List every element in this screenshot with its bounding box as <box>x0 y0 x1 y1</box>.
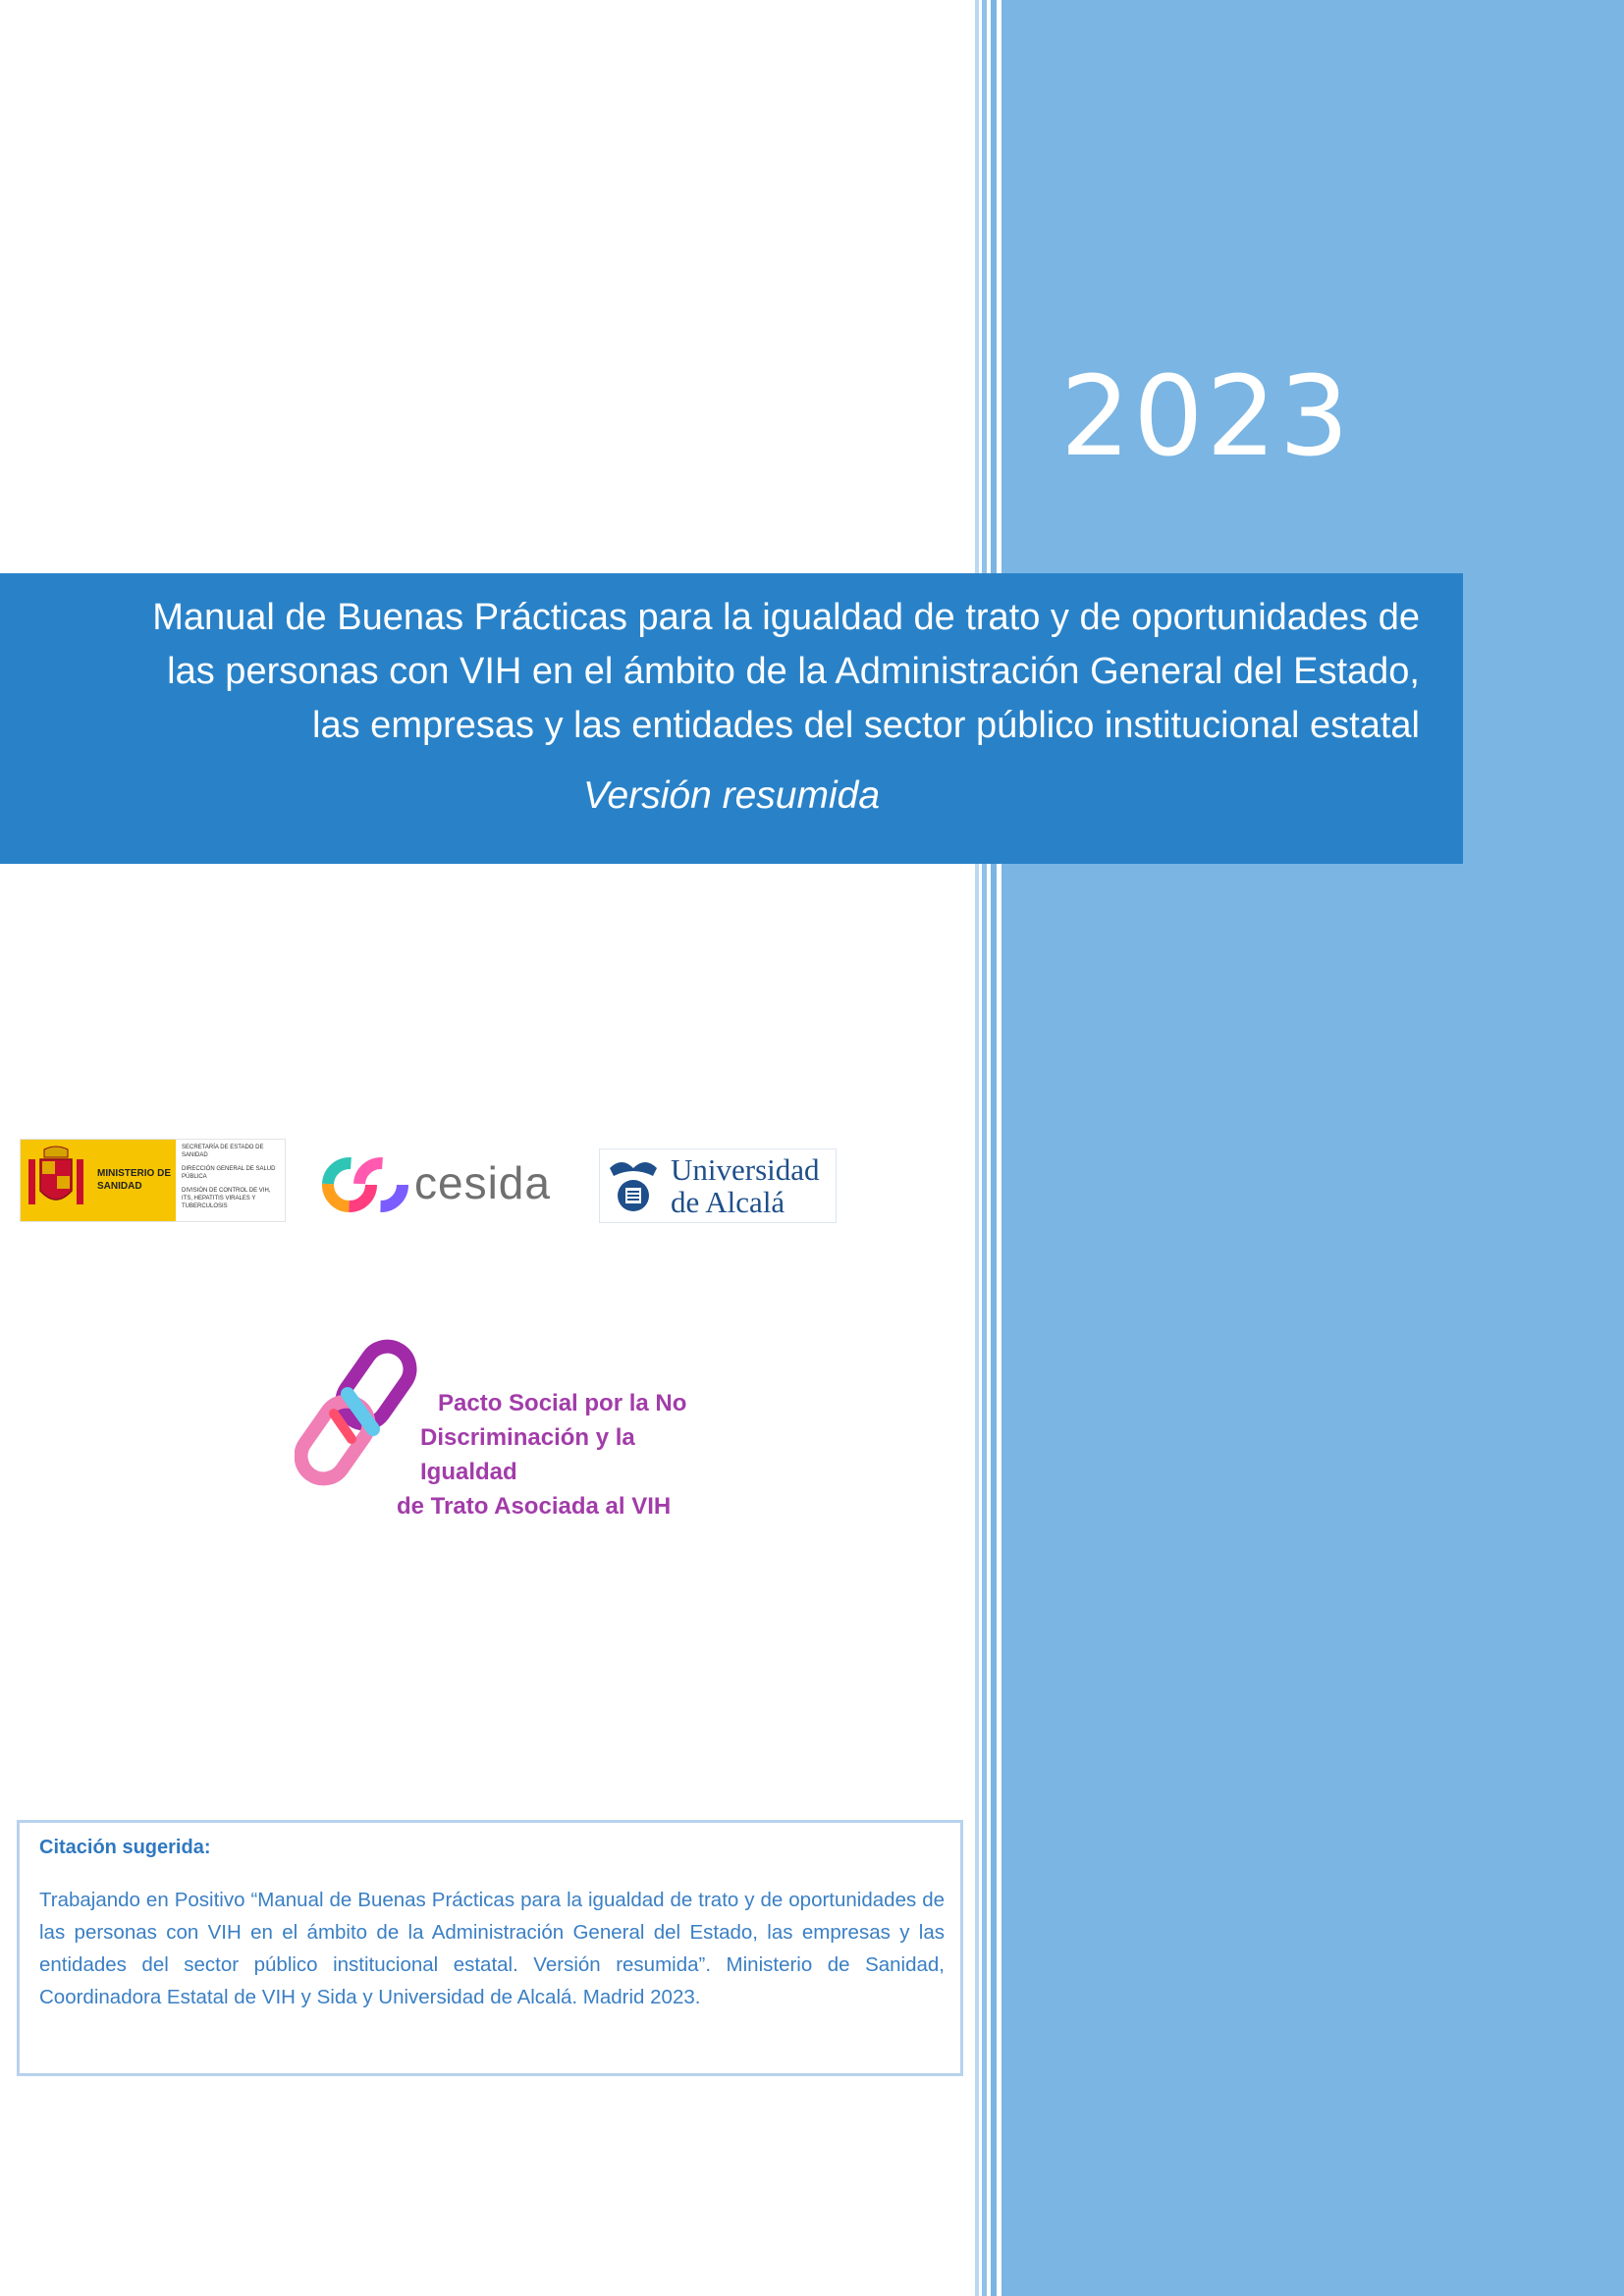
ministerio-departments <box>182 1144 280 1210</box>
ministerio-sanidad-logo <box>20 1139 286 1222</box>
department-line: DIVISIÓN DE CONTROL DE VIH, ITS, HEPATITIS VIRALES Y TUBERCULOSIS <box>182 1188 271 1209</box>
pacto-social-text <box>397 1386 707 1523</box>
university-name <box>671 1153 820 1218</box>
citation-text: Trabajando en Positivo “Manual de Buenas Prácticas para la igualdad de trato y de oportunidades de las personas con VIH en el ámbito de la Administración General del Estado, las empresas y las entidades del sector público institucional estatal. Versión resumida”. Ministerio de Sanidad, Coordinadora Estatal de VIH y Sida y Universidad de Alcalá. Madrid 2023. <box>39 1889 945 2008</box>
divider-stripe <box>975 0 979 2296</box>
university-crest-icon <box>602 1152 665 1219</box>
cover-year: 2023 <box>1060 353 1353 481</box>
university-name-line: Universidad <box>671 1152 820 1187</box>
department-line: DIRECCIÓN GENERAL DE SALUD PÚBLICA <box>182 1166 276 1180</box>
coat-of-arms-icon <box>27 1146 85 1214</box>
university-name-line: de Alcalá <box>671 1185 785 1219</box>
pacto-line: Discriminación y la Igualdad <box>420 1424 635 1485</box>
citation-box <box>17 1820 963 2076</box>
pacto-line: Pacto Social por la No <box>438 1390 687 1416</box>
cesida-ring-icon <box>320 1155 410 1214</box>
cesida-logo <box>314 1150 550 1219</box>
title-line: Manual de Buenas Prácticas para la igualdad de trato y de oportunidades de <box>152 597 1420 638</box>
title-band <box>0 573 1463 864</box>
title-line: las empresas y las entidades del sector público institucional estatal <box>312 705 1420 746</box>
ministerio-yellow-block <box>21 1140 176 1221</box>
cesida-wordmark: cesida <box>414 1157 551 1208</box>
title-line: las personas con VIH en el ámbito de la Administración General del Estado, <box>167 651 1420 692</box>
divider-stripe <box>991 0 997 2296</box>
side-panel <box>1001 0 1624 2296</box>
pacto-line: de Trato Asociada al VIH <box>397 1493 672 1520</box>
pacto-social-logo <box>295 1335 707 1520</box>
citation-label: Citación sugerida: <box>39 1837 211 1858</box>
universidad-alcala-logo <box>599 1148 837 1223</box>
document-title <box>26 591 1420 753</box>
department-line: SECRETARÍA DE ESTADO DE SANIDAD <box>182 1145 264 1158</box>
ministerio-name: MINISTERIO DE SANIDAD <box>97 1168 172 1192</box>
divider-stripe <box>982 0 987 2296</box>
document-subtitle: Versión resumida <box>582 774 881 817</box>
